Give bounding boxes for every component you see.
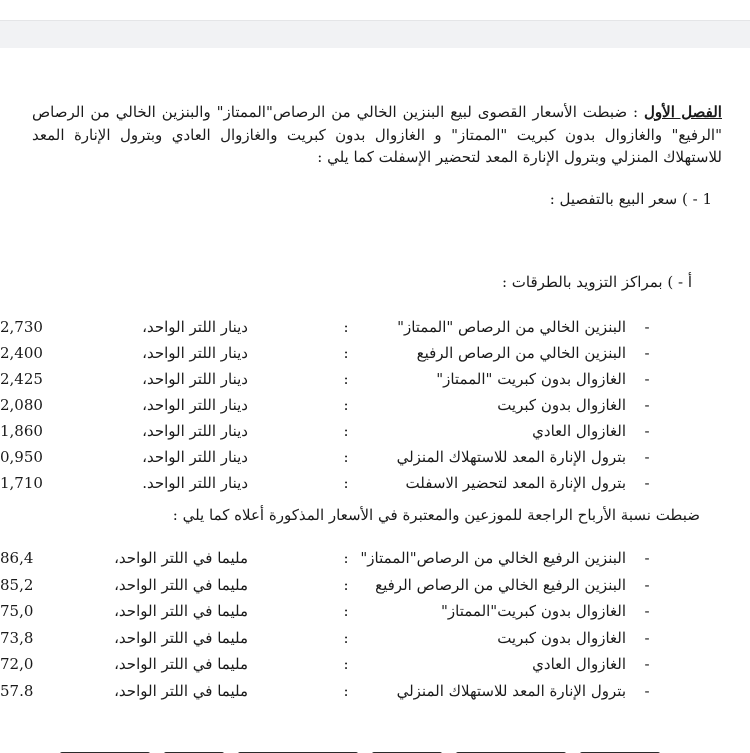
item-colon: :: [343, 422, 349, 440]
item-unit: مليما في اللتر الواحد،: [114, 602, 248, 621]
price-row: [0, 367, 750, 391]
item-unit: دينار اللتر الواحد،: [142, 344, 248, 362]
list-dash: -: [644, 655, 650, 674]
item-colon: :: [343, 575, 349, 594]
chapter-body: : ضبطت الأسعار القصوى لبيع البنزين الخالي من الرصاص"الممتاز" والبنزين الخالي من الرصاص "الرفيع" والغازوال بدون كبريت "الممتاز" و الغازوال بدون كبريت والغازوال العادي وبترول الإنارة المعد للاستهلاك المنزلي وبترول الإنارة المعد لتحضير الإسفلت كما يلي :: [32, 103, 722, 166]
item-name: الغازوال العادي: [532, 422, 626, 440]
item-name: الغازوال بدون كبريت"الممتاز": [440, 602, 626, 621]
list-dash: -: [644, 370, 650, 388]
item-colon: :: [343, 474, 349, 492]
item-colon: :: [343, 549, 349, 567]
retail-price-heading: 1 - ) سعر البيع بالتفصيل :: [549, 190, 712, 208]
margin-row: [0, 626, 750, 650]
list-dash: -: [644, 448, 650, 466]
item-unit: مليما في اللتر الواحد،: [114, 549, 248, 567]
item-name: بترول الإنارة المعد للاستهلاك المنزلي: [396, 448, 626, 466]
item-colon: :: [343, 396, 349, 414]
item-value: 72,0: [0, 655, 34, 674]
price-row: [0, 445, 750, 469]
item-colon: :: [343, 628, 349, 647]
item-value: 73,8: [0, 628, 34, 647]
item-name: الغازوال العادي: [532, 655, 626, 674]
margin-row: [0, 573, 750, 597]
item-unit: دينار اللتر الواحد،: [142, 396, 248, 414]
price-row: [0, 419, 750, 443]
list-dash: -: [644, 396, 650, 414]
item-colon: :: [343, 682, 349, 700]
item-colon: :: [343, 370, 349, 388]
item-name: الغازوال بدون كبريت: [497, 396, 626, 414]
list-dash: -: [644, 628, 650, 647]
item-value: 75,0: [0, 602, 34, 621]
list-dash: -: [644, 344, 650, 362]
item-name: الغازوال بدون كبريت "الممتاز": [436, 370, 626, 388]
list-dash: -: [644, 549, 650, 567]
item-unit: مليما في اللتر الواحد،: [114, 682, 248, 700]
viewer-top-strip: [0, 0, 750, 21]
item-unit: مليما في اللتر الواحد،: [114, 655, 248, 674]
price-row: [0, 393, 750, 417]
item-value: 85,2: [0, 575, 34, 594]
list-dash: -: [644, 318, 650, 336]
item-unit: دينار اللتر الواحد.: [142, 474, 248, 492]
item-colon: :: [343, 448, 349, 466]
item-value: 86,4: [0, 549, 34, 567]
price-row: [0, 341, 750, 365]
item-unit: دينار اللتر الواحد،: [142, 448, 248, 466]
item-name: البنزين الخالي من الرصاص "الممتاز": [397, 318, 626, 336]
chapter-paragraph: [32, 101, 722, 169]
item-value: 2,400: [0, 344, 43, 362]
item-name: البنزين الرفيع الخالي من الرصاص الرفيع: [375, 575, 626, 594]
price-row: [0, 315, 750, 339]
item-value: 2,425: [0, 370, 43, 388]
item-colon: :: [343, 318, 349, 336]
list-dash: -: [644, 682, 650, 700]
margin-row: [0, 652, 750, 676]
item-name: البنزين الرفيع الخالي من الرصاص"الممتاز": [360, 549, 626, 567]
item-name: البنزين الخالي من الرصاص الرفيع: [416, 344, 626, 362]
viewer-toolbar: [0, 0, 750, 49]
list-dash: -: [644, 422, 650, 440]
road-stations-heading: أ - ) بمراكز التزويد بالطرقات :: [501, 273, 692, 291]
margins-heading: ضبطت نسبة الأرباح الراجعة للموزعين والمعتبرة في الأسعار المذكورة أعلاه كما يلي :: [172, 506, 700, 524]
item-name: بترول الإنارة المعد لتحضير الاسفلت: [405, 474, 626, 492]
item-name: بترول الإنارة المعد للاستهلاك المنزلي: [396, 682, 626, 700]
cut-off-text-line: [60, 741, 700, 753]
item-value: 57.8: [0, 682, 34, 700]
item-value: 2,730: [0, 318, 43, 336]
item-colon: :: [343, 344, 349, 362]
item-value: 1,860: [0, 422, 43, 440]
item-name: الغازوال بدون كبريت: [497, 628, 626, 647]
item-unit: مليما في اللتر الواحد،: [114, 628, 248, 647]
item-value: 1,710: [0, 474, 43, 492]
item-unit: دينار اللتر الواحد،: [142, 318, 248, 336]
list-dash: -: [644, 474, 650, 492]
item-value: 0,950: [0, 448, 43, 466]
item-value: 2,080: [0, 396, 43, 414]
item-unit: دينار اللتر الواحد،: [142, 370, 248, 388]
margin-row: [0, 599, 750, 623]
margin-row: [0, 546, 750, 570]
item-colon: :: [343, 602, 349, 621]
item-colon: :: [343, 655, 349, 674]
list-dash: -: [644, 602, 650, 621]
price-row: [0, 471, 750, 495]
margin-row: [0, 679, 750, 703]
item-unit: دينار اللتر الواحد،: [142, 422, 248, 440]
list-dash: -: [644, 575, 650, 594]
item-unit: مليما في اللتر الواحد،: [114, 575, 248, 594]
chapter-heading: الفصل الأول: [644, 103, 722, 121]
